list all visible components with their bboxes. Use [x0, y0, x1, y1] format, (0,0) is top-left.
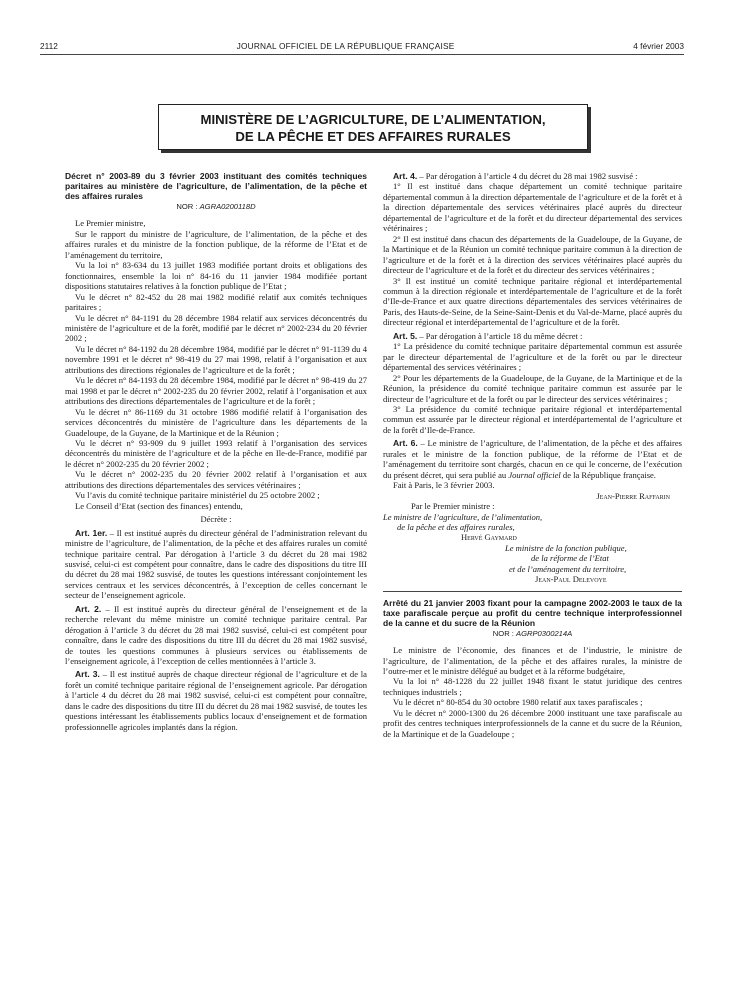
visa-10: Le Conseil d’Etat (section des finances) entendu, [75, 500, 243, 511]
decrete: Décrète : [200, 514, 232, 525]
minister-agri-line-1: Le ministre de l’agriculture, de l’alimentation, [383, 511, 543, 522]
article-4-item-2: 2° Il est institué dans chacun des départements de la Guadeloupe, de la Guyane, de la Martinique et de la Réunion un comité technique paritaire commun à la direction de l’agriculture et de la forêt et à la direction des services vétérinaires placé auprès du directeur de l’agriculture et de la forêt et du directeur des services vétérinaires ; [383, 233, 682, 276]
issue-date: 4 février 2003 [633, 41, 684, 51]
visa-6: Vu le décret n° 86-1169 du 31 octobre 1986 modifié relatif à l’organisation des services déconcentrés du ministère de l’agriculture dans les départements de la Guadeloupe, de la Guyane, de la Martinique et de la Réunion ; [65, 406, 367, 438]
by-prime-minister: Par le Premier ministre : [411, 501, 495, 512]
header-rule [40, 54, 684, 55]
minister-fp-line-3: et de l’aménagement du territoire, [509, 563, 627, 574]
decree-nor: NOR : AGRA0200118D [176, 202, 256, 211]
arrete-para-3: Vu le décret n° 2000-1300 du 26 décembre 2000 instituant une taxe parafiscale au profit des centres techniques interprofessionnels de la canne et du sucre de la Réunion, de la Martinique et de la Guadeloupe ; [383, 707, 682, 739]
done-at: Fait à Paris, le 3 février 2003. [393, 480, 495, 491]
arrete-title: Arrêté du 21 janvier 2003 fixant pour la campagne 2002-2003 le taux de la taxe parafiscale perçue au profit du centre technique interprofessionnel de la canne et du sucre de la Réunion [383, 597, 682, 628]
visa-4: Vu le décret n° 84-1192 du 28 décembre 1984, modifié par le décret n° 91-1139 du 4 novembre 1991 et le décret n° 98-419 du 27 mai 1998, relatif à l’organisation et aux attributions des directions régionales de l’agriculture et de la forêt ; [65, 343, 367, 375]
visa-0: Sur le rapport du ministre de l’agriculture, de l’alimentation, de la pêche et des affaires rurales et du ministre de la fonction publique, de la réforme de l’Etat et de l’aménagement du territoire, [65, 228, 367, 260]
arrete-para-1: Vu la loi n° 48-1228 du 22 juillet 1948 fixant le statut juridique des centres techniques industriels ; [383, 676, 682, 697]
visa-3: Vu le décret n° 84-1191 du 28 décembre 1984 relatif aux services déconcentrés du ministère de l’agriculture et de la forêt, modifié par le décret n° 2002-234 du 20 février 2002 ; [65, 312, 367, 344]
article-5-item-2: 2° Pour les départements de la Guadeloupe, de la Guyane, de la Martinique et de la Réunion, la présidence du comité technique paritaire commun est assurée par le directeur de l’agriculture et de la forêt ou par le directeur des services vétérinaires ; [383, 372, 682, 404]
article-6: Art. 6. – Le ministre de l’agriculture, de l’alimentation, de la pêche et des affaires rurales et le ministre de la fonction publique, de la réforme de l’Etat et de l’aménagement du territoire sont chargés, chacun en ce qui le concerne, de l’exécution du présent décret, qui sera publié au Journal officiel de la République française. [383, 438, 682, 480]
article-4-item-1: 1° Il est institué dans chaque département un comité technique paritaire départemental commun à la direction départementale de l’agriculture et de la forêt et à la direction départementale des services vétérinaires placé auprès du directeur départemental de l’agriculture et de la forêt et du directeur départemental des services vétérinaires ; [383, 181, 682, 234]
signer-prime-minister: Jean-Pierre Raffarin [596, 490, 670, 501]
article-4-item-3: 3° Il est institué un comité technique paritaire régional et interdépartemental commun à la direction régionale et interdépartementale de l’agriculture et de la forêt d’Ile-de-France et aux quatre directions départementales des services vétérinaires de Paris, des Hauts-de-Seine, de la Seine-Saint-Denis et du Val-de-Marne, placé auprès du directeur régional et interdépartemental de l’agriculture et de la forêt. [383, 275, 682, 328]
section-separator [383, 591, 682, 592]
article-5-item-1: 1° La présidence du comité technique paritaire départemental commun est assurée par le directeur départemental de l’agriculture et de la forêt ou par le directeur départemental des services vétérinaires ; [383, 341, 682, 373]
prime-minister: Le Premier ministre, [75, 218, 146, 229]
visa-5: Vu le décret n° 84-1193 du 28 décembre 1984, modifié par le décret n° 98-419 du 27 mai 1998 et par le décret n° 2002-235 du 20 février 2002, relatif à l’organisation et aux attributions des directions départementales de l’agriculture et de la forêt ; [65, 375, 367, 407]
article-1: Art. 1er. – Il est institué auprès du directeur général de l’administration relevant du ministre de l’agriculture, de l’alimentation, de la pêche et des affaires rurales un comité technique paritaire central. Par dérogation à l’article 3 du décret du 28 mai 1982 susvisé, celui-ci est compétent pour connaître, dans le cadre des dispositions du titre III du décret du 28 mai 1982 susvisé, de toutes les questions intéressant conjointement les services centraux et les services déconcentrés, à l’exception de celles concernant le secteur de l’enseignement agricole. [65, 527, 367, 601]
minister-fp-line-2: de la réforme de l’Etat [531, 553, 609, 564]
arrete-nor: NOR : AGRP0300214A [492, 628, 573, 638]
decree-title: Décret n° 2003-89 du 3 février 2003 instituant des comités techniques paritaires au ministère de l’agriculture, de l’alimentation, de la pêche et des affaires rurales [65, 171, 367, 201]
visa-1: Vu la loi n° 83-634 du 13 juillet 1983 modifiée portant droits et obligations des fonctionnaires, ensemble la loi n° 84-16 du 11 janvier 1984 modifiée portant dispositions statutaires relatives à la fonction publique de l’Etat ; [65, 260, 367, 292]
page-number: 2112 [40, 41, 58, 51]
article-4: Art. 4. – Par dérogation à l’article 4 du décret du 28 mai 1982 susvisé : [393, 171, 638, 181]
visa-9: Vu l’avis du comité technique paritaire ministériel du 25 octobre 2002 ; [75, 490, 320, 501]
article-5-item-3: 3° La présidence du comité technique paritaire régional et interdépartemental commun est assurée par le directeur régional et interdépartemental de l’agriculture et de la forêt d’Ile-de-France. [383, 403, 682, 435]
arrete-nor-code: AGRP0300214A [516, 628, 573, 638]
article-5: Art. 5. – Par dérogation à l’article 18 du même décret : [393, 330, 583, 341]
decree-nor-code: AGRA0200118D [199, 202, 256, 211]
minister-fp-line-1: Le ministre de la fonction publique, [505, 542, 627, 553]
signer-agri: Hervé Gaymard [461, 532, 517, 543]
ministry-box [158, 104, 588, 150]
minister-agri-line-2: de la pêche et des affaires rurales, [397, 521, 515, 532]
visa-2: Vu le décret n° 82-452 du 28 mai 1982 modifié relatif aux comités techniques paritaires ; [65, 291, 367, 313]
signature-block [383, 491, 682, 585]
ministry-line-1: MINISTÈRE DE L’AGRICULTURE, DE L’ALIMENTATION, [200, 112, 546, 127]
page-header [40, 41, 684, 51]
article-2: Art. 2. – Il est institué auprès du directeur général de l’enseignement et de la recherche relevant du même ministre un comité technique paritaire central. Par dérogation à l’article 3 du décret du 28 mai 1982 susvisé, celui-ci est compétent pour connaître, dans le cadre des dispositions du titre III du décret du 28 mai 1982 susvisé, de toutes les questions communes à plusieurs services ou établissements de l’enseignement agricole, à l’exception de celles mentionnées à l’article 3. [65, 603, 367, 667]
visa-7: Vu le décret n° 93-909 du 9 juillet 1993 relatif à l’organisation des services déconcentrés du ministère de l’agriculture et de la pêche en Ile-de-France, modifié par le décret n° 2002-235 du 20 février 2002 ; [65, 437, 367, 469]
right-column [383, 171, 682, 739]
article-3: Art. 3. – Il est institué auprès de chaque directeur régional de l’agriculture et de la forêt un comité technique paritaire régional de l’enseignement agricole. Par dérogation à l’article 4 du décret du 28 mai 1982 susvisé, celui-ci est compétent pour connaître, dans le cadre des dispositions du titre III du décret du 28 mai 1982 susvisé, de toutes les questions intéressant les établissements publics locaux d’enseignement et de formation professionnelle agricoles implantés dans la région. [65, 669, 367, 732]
visa-8: Vu le décret n° 2002-235 du 20 février 2002 relatif à l’organisation et aux attributions des directions départementales des services vétérinaires ; [65, 469, 367, 490]
arrete-para-0: Le ministre de l’économie, des finances et de l’industrie, le ministre de l’agriculture, de l’alimentation, de la pêche et des affaires rurales, la ministre de l’outre-mer et le ministre délégué au budget et à la réforme budgétaire, [383, 645, 682, 677]
journal-title: JOURNAL OFFICIEL DE LA RÉPUBLIQUE FRANÇAISE [236, 41, 455, 51]
ministry-line-2: DE LA PÊCHE ET DES AFFAIRES RURALES [235, 129, 511, 144]
arrete-para-2: Vu le décret n° 80-854 du 30 octobre 1980 relatif aux taxes parafiscales ; [393, 697, 643, 708]
signer-fp: Jean-Paul Delevoye [535, 574, 607, 585]
left-column [65, 171, 367, 732]
